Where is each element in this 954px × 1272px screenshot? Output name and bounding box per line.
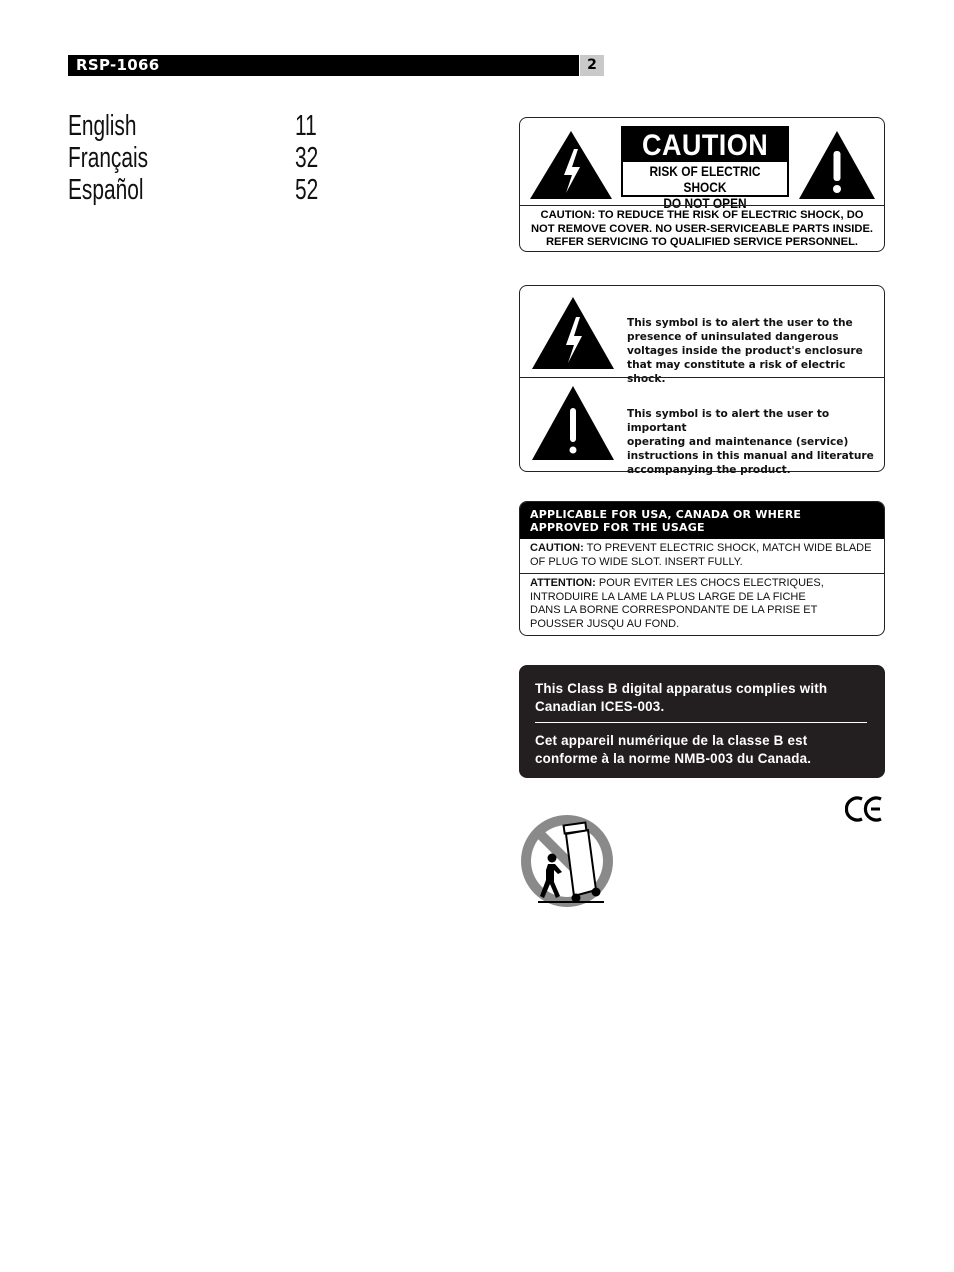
symbol-explanations [519, 285, 885, 476]
caution-text: TO PREVENT ELECTRIC SHOCK, MATCH WIDE BLADE [583, 542, 872, 554]
explanation-line: that may constitute a risk of electric shock. [627, 359, 846, 385]
caution-notice [524, 209, 880, 250]
caution-notice-line: CAUTION: TO REDUCE THE RISK OF ELECTRIC SHOCK, DO [540, 209, 864, 221]
lightning-triangle-icon [528, 129, 614, 201]
caution-sub-line: RISK OF ELECTRIC SHOCK [649, 163, 761, 195]
header-line: APPROVED FOR THE USAGE [530, 521, 705, 534]
caution-notice-line: NOT REMOVE COVER. NO USER-SERVICEABLE PARTS INSIDE. [530, 222, 874, 235]
notice-line: This Class B digital apparatus complies with [535, 681, 828, 696]
divider [520, 573, 884, 574]
caution-sub-line: DO NOT OPEN [663, 195, 747, 211]
ices-english [535, 680, 827, 716]
exclamation-triangle-icon [530, 384, 616, 462]
plug-attention-fr [530, 577, 880, 631]
attention-text: POUR EVITER LES CHOCS ELECTRIQUES, [595, 577, 824, 589]
explanation-line: presence of uninsulated dangerous [627, 331, 839, 343]
plug-notice-header [520, 502, 884, 539]
divider [520, 205, 884, 206]
canada-ices-notice [519, 665, 885, 778]
toc-language: English [68, 110, 137, 142]
explanation-line: This symbol is to alert the user to the [627, 317, 853, 329]
exclamation-explanation [627, 407, 879, 477]
notice-line: conforme à la norme NMB-003 du Canada. [535, 751, 812, 766]
plug-caution-en [530, 542, 880, 569]
toc-language: Français [68, 142, 149, 174]
attention-label-text: ATTENTION: [530, 577, 596, 589]
caution-text: OF PLUG TO WIDE SLOT. INSERT FULLY. [530, 555, 743, 568]
toc-language: Español [68, 174, 144, 206]
lightning-explanation [627, 316, 879, 386]
no-cart-tip-over-icon [518, 812, 616, 910]
page-number: 2 [580, 55, 604, 76]
explanation-line: operating and maintenance (service) [627, 436, 849, 448]
toc-page: 32 [295, 142, 319, 174]
toc-page: 52 [295, 174, 319, 206]
toc-row-english[interactable] [68, 110, 328, 142]
divider [535, 722, 867, 723]
ce-mark-icon [845, 795, 885, 823]
toc-row-espanol[interactable] [68, 174, 328, 206]
caution-label-text: CAUTION: [530, 542, 584, 554]
lightning-triangle-icon [530, 295, 616, 371]
explanation-line: voltages inside the product's enclosure [627, 345, 863, 357]
notice-line: Canadian ICES-003. [535, 699, 665, 714]
caution-title: CAUTION [641, 129, 769, 162]
attention-text: INTRODUIRE LA LAME LA PLUS LARGE DE LA FICHE [530, 590, 806, 603]
header-line: APPLICABLE FOR USA, CANADA OR WHERE [530, 508, 802, 521]
attention-text: POUSSER JUSQU AU FOND. [530, 617, 680, 630]
model-name: RSP-1066 [76, 56, 160, 74]
explanation-line: accompanying the product. [627, 464, 791, 476]
toc-page: 11 [295, 110, 317, 142]
toc-row-francais[interactable] [68, 142, 328, 174]
exclamation-triangle-icon [797, 129, 877, 201]
divider [520, 377, 884, 378]
ices-french [535, 732, 811, 768]
plug-notice [519, 501, 885, 636]
caution-label [519, 117, 885, 252]
explanation-line: This symbol is to alert the user to important [627, 408, 830, 434]
language-index [68, 110, 328, 206]
attention-text: DANS LA BORNE CORRESPONDANTE DE LA PRISE ET [530, 604, 818, 616]
caution-banner [621, 126, 789, 211]
caution-notice-line: REFER SERVICING TO QUALIFIED SERVICE PERSONNEL. [545, 236, 859, 248]
notice-line: Cet appareil numérique de la classe B est [535, 733, 808, 748]
explanation-line: instructions in this manual and literature [627, 450, 874, 462]
